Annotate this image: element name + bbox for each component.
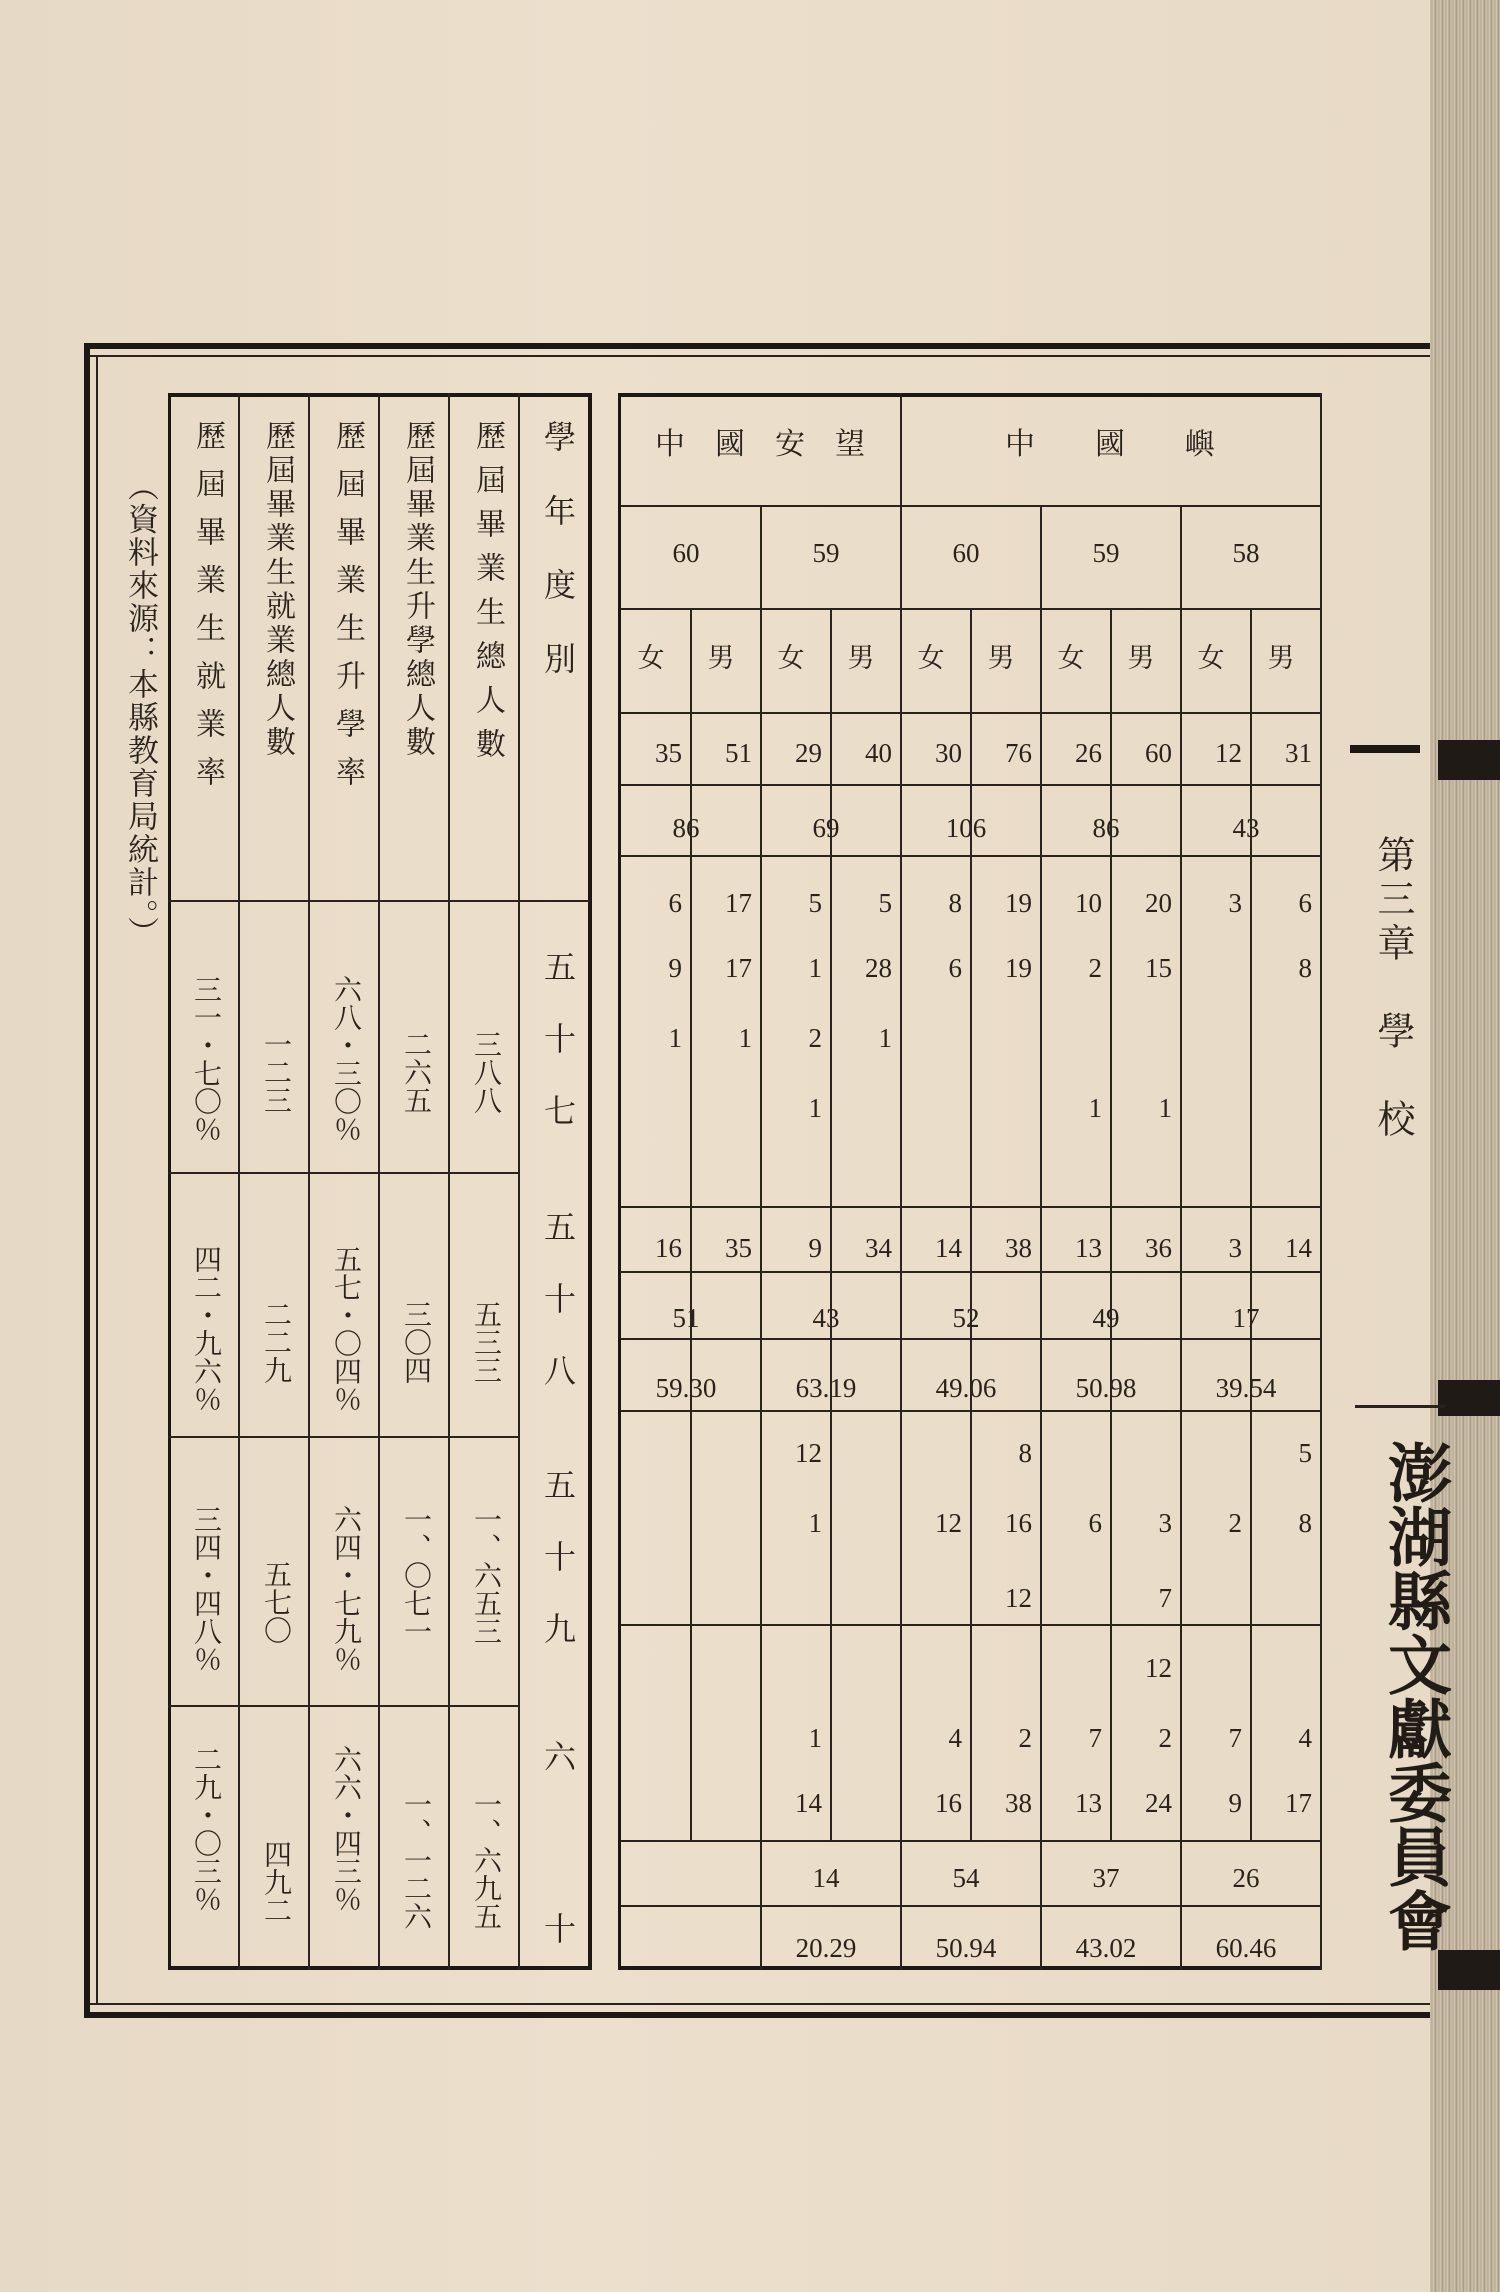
cell-further-by-gender: 38 — [1005, 1233, 1032, 1263]
cell-r2: 28 — [865, 953, 892, 983]
cell-emp-by-gender: 24 — [1145, 1788, 1172, 1818]
cell-further-rate: 49.06 — [935, 1373, 997, 1403]
cell-r1: 17 — [725, 888, 752, 918]
cell-r4: 1 — [808, 1093, 822, 1123]
cell-r2: 6 — [948, 953, 962, 983]
cell-grad-by-gender: 29 — [795, 738, 822, 768]
cell-further-by-gender: 3 — [1228, 1233, 1242, 1263]
total-58: 五三三 — [470, 1300, 503, 1384]
employed-57: 一二三 — [260, 1030, 293, 1114]
cell-e3: 12 — [1005, 1583, 1032, 1613]
source-note: （資料來源：本縣教育局統計。） — [122, 470, 158, 950]
cell-e1: 8 — [1018, 1438, 1032, 1468]
cell-genders: 男 — [1127, 643, 1155, 673]
cell-r4: 1 — [1088, 1093, 1102, 1123]
cell-e5: 4 — [948, 1723, 962, 1753]
cell-e5: 7 — [1088, 1723, 1102, 1753]
further-57: 二六五 — [400, 1030, 433, 1114]
cell-years: 58 — [1232, 538, 1260, 568]
further-rate-59: 六四・七九％ — [330, 1505, 363, 1673]
cell-further-total: 43 — [812, 1303, 840, 1333]
cell-grad-total: 69 — [812, 813, 840, 843]
cell-r3: 2 — [808, 1023, 822, 1053]
header-employment-rate: 歷屆畢業生就業率 — [190, 420, 225, 804]
cell-further-rate: 63.19 — [795, 1373, 857, 1403]
cell-emp-by-gender: 17 — [1285, 1788, 1312, 1818]
total-59: 一、六五三 — [470, 1505, 503, 1645]
publisher-name: 澎湖縣文獻委員會 — [1377, 1440, 1452, 1952]
header-further-study-rate: 歷屆畢業生升學率 — [330, 420, 365, 804]
cell-genders: 男 — [987, 643, 1015, 673]
further-rate-60: 六六・四三％ — [330, 1745, 363, 1913]
edge-mark — [1438, 1950, 1500, 1990]
cell-r2: 1 — [808, 953, 822, 983]
employed-60: 四九二 — [260, 1840, 293, 1924]
cell-emp-by-gender: 38 — [1005, 1788, 1032, 1818]
cell-r1: 5 — [808, 888, 822, 918]
year-58: 五十八 — [539, 1210, 577, 1426]
cell-further-by-gender: 16 — [655, 1233, 682, 1263]
cell-e3: 7 — [1158, 1583, 1172, 1613]
frame-top — [84, 343, 1430, 349]
further-60: 一、一二六 — [400, 1790, 433, 1930]
cell-grad-by-gender: 40 — [865, 738, 892, 768]
employed-58: 二二九 — [260, 1300, 293, 1384]
cell-further-total: 51 — [672, 1303, 700, 1333]
cell-years: 59 — [1092, 538, 1120, 568]
cell-further-by-gender: 14 — [935, 1233, 962, 1263]
cell-further-total: 49 — [1092, 1303, 1120, 1333]
cell-further-rate: 59.30 — [655, 1373, 717, 1403]
year-60: 六十 — [539, 1740, 577, 2084]
cell-emp-by-gender: 14 — [795, 1788, 822, 1818]
cell-r2: 2 — [1088, 953, 1102, 983]
cell-e2: 2 — [1228, 1508, 1242, 1538]
further-58: 三〇四 — [400, 1300, 433, 1384]
cell-grad-by-gender: 12 — [1215, 738, 1242, 768]
cell-emp-total: 26 — [1232, 1863, 1260, 1893]
cell-emp-rate: 43.02 — [1075, 1933, 1137, 1963]
edge-mark — [1438, 740, 1500, 780]
cell-grad-by-gender: 35 — [655, 738, 682, 768]
cell-grad-total: 43 — [1232, 813, 1260, 843]
cell-e2: 8 — [1298, 1508, 1312, 1538]
cell-r2: 9 — [668, 953, 682, 983]
cell-emp-rate: 60.46 — [1215, 1933, 1277, 1963]
cell-emp-rate: 20.29 — [795, 1933, 857, 1963]
cell-r2: 19 — [1005, 953, 1032, 983]
cell-genders: 女 — [1057, 643, 1085, 673]
frame-top-inner — [84, 355, 1430, 357]
cell-r3: 1 — [738, 1023, 752, 1053]
cell-further-by-gender: 34 — [865, 1233, 892, 1263]
cell-e2: 16 — [1005, 1508, 1032, 1538]
chapter-rule — [1350, 745, 1420, 753]
cell-r2: 15 — [1145, 953, 1172, 983]
header-employed-total: 歷屆畢業生就業總人數 — [260, 420, 295, 760]
cell-further-total: 52 — [952, 1303, 980, 1333]
cell-r2: 17 — [725, 953, 752, 983]
cell-grad-by-gender: 31 — [1285, 738, 1312, 768]
cell-years: 60 — [672, 538, 700, 568]
cell-emp-total: 14 — [812, 1863, 840, 1893]
cell-e5: 7 — [1228, 1723, 1242, 1753]
cell-r1: 19 — [1005, 888, 1032, 918]
cell-e2: 1 — [808, 1508, 822, 1538]
cell-e4: 12 — [1145, 1653, 1172, 1683]
cell-genders: 男 — [1267, 643, 1295, 673]
employment-rate-60: 二九・〇三％ — [190, 1745, 223, 1913]
further-rate-57: 六八・三〇％ — [330, 975, 363, 1143]
publisher-rule — [1355, 1405, 1445, 1408]
cell-years: 60 — [952, 538, 980, 568]
cell-e5: 1 — [808, 1723, 822, 1753]
header-further-study-total: 歷屆畢業生升學總人數 — [400, 420, 435, 760]
cell-emp-by-gender: 9 — [1228, 1788, 1242, 1818]
cell-emp-by-gender: 13 — [1075, 1788, 1102, 1818]
cell-genders: 男 — [707, 643, 735, 673]
cell-further-rate: 50.98 — [1075, 1373, 1137, 1403]
cell-e1: 12 — [795, 1438, 822, 1468]
cell-emp-total: 37 — [1092, 1863, 1120, 1893]
cell-emp-rate: 50.94 — [935, 1933, 997, 1963]
total-60: 一、六九五 — [470, 1790, 503, 1930]
frame-left-inner — [96, 355, 98, 2005]
cell-grad-total: 86 — [672, 813, 700, 843]
employment-rate-59: 三四・四八％ — [190, 1505, 223, 1673]
cell-further-by-gender: 36 — [1145, 1233, 1172, 1263]
cell-r1: 6 — [668, 888, 682, 918]
frame-left — [84, 343, 90, 2018]
cell-r1: 10 — [1075, 888, 1102, 918]
cell-r1: 5 — [878, 888, 892, 918]
cell-further-by-gender: 9 — [808, 1233, 822, 1263]
employment-rate-58: 四二・九六％ — [190, 1245, 223, 1413]
header-academic-year: 學年度別 — [539, 420, 577, 716]
cell-genders: 女 — [917, 643, 945, 673]
cell-r3: 1 — [878, 1023, 892, 1053]
cell-further-total: 17 — [1232, 1303, 1260, 1333]
cell-e5: 2 — [1158, 1723, 1172, 1753]
cell-r1: 6 — [1298, 888, 1312, 918]
cell-further-by-gender: 14 — [1285, 1233, 1312, 1263]
chapter-heading: 第三章 學 校 — [1371, 835, 1415, 1143]
cell-r2: 8 — [1298, 953, 1312, 983]
cell-genders: 女 — [777, 643, 805, 673]
cell-e2: 3 — [1158, 1508, 1172, 1538]
school-header-right: 中 國 嶼 — [1005, 428, 1215, 461]
employment-rate-57: 三一・七〇％ — [190, 975, 223, 1143]
cell-grad-total: 106 — [945, 813, 987, 843]
cell-genders: 女 — [1197, 643, 1225, 673]
year-57: 五十七 — [539, 950, 577, 1166]
cell-e2: 12 — [935, 1508, 962, 1538]
total-57: 三八八 — [470, 1030, 503, 1114]
employed-59: 五七〇 — [260, 1560, 293, 1644]
cell-grad-by-gender: 30 — [935, 738, 962, 768]
cell-years: 59 — [812, 538, 840, 568]
cell-r4: 1 — [1158, 1093, 1172, 1123]
cell-e2: 6 — [1088, 1508, 1102, 1538]
cell-further-by-gender: 13 — [1075, 1233, 1102, 1263]
school-header-left: 中 國 安 望 — [655, 428, 865, 461]
year-59: 五十九 — [539, 1468, 577, 1684]
cell-e1: 5 — [1298, 1438, 1312, 1468]
cell-e5: 4 — [1298, 1723, 1312, 1753]
further-rate-58: 五七・〇四％ — [330, 1245, 363, 1413]
cell-grad-by-gender: 76 — [1005, 738, 1032, 768]
cell-grad-by-gender: 51 — [725, 738, 752, 768]
cell-r1: 8 — [948, 888, 962, 918]
cell-e5: 2 — [1018, 1723, 1032, 1753]
cell-r1: 20 — [1145, 888, 1172, 918]
header-total-graduates: 歷屆畢業生總人數 — [470, 420, 505, 772]
cell-genders: 男 — [847, 643, 875, 673]
cell-emp-by-gender: 16 — [935, 1788, 962, 1818]
cell-grad-total: 86 — [1092, 813, 1120, 843]
further-59: 一、〇七一 — [400, 1505, 433, 1645]
cell-grad-by-gender: 60 — [1145, 738, 1172, 768]
frame-bottom — [84, 2012, 1430, 2018]
frame-bottom-inner — [84, 2003, 1430, 2005]
cell-emp-total: 54 — [952, 1863, 980, 1893]
cell-further-rate: 39.54 — [1215, 1373, 1277, 1403]
cell-genders: 女 — [637, 643, 665, 673]
cell-r3: 1 — [668, 1023, 682, 1053]
cell-grad-by-gender: 26 — [1075, 738, 1102, 768]
cell-further-by-gender: 35 — [725, 1233, 752, 1263]
cell-r1: 3 — [1228, 888, 1242, 918]
edge-mark — [1438, 1380, 1500, 1416]
